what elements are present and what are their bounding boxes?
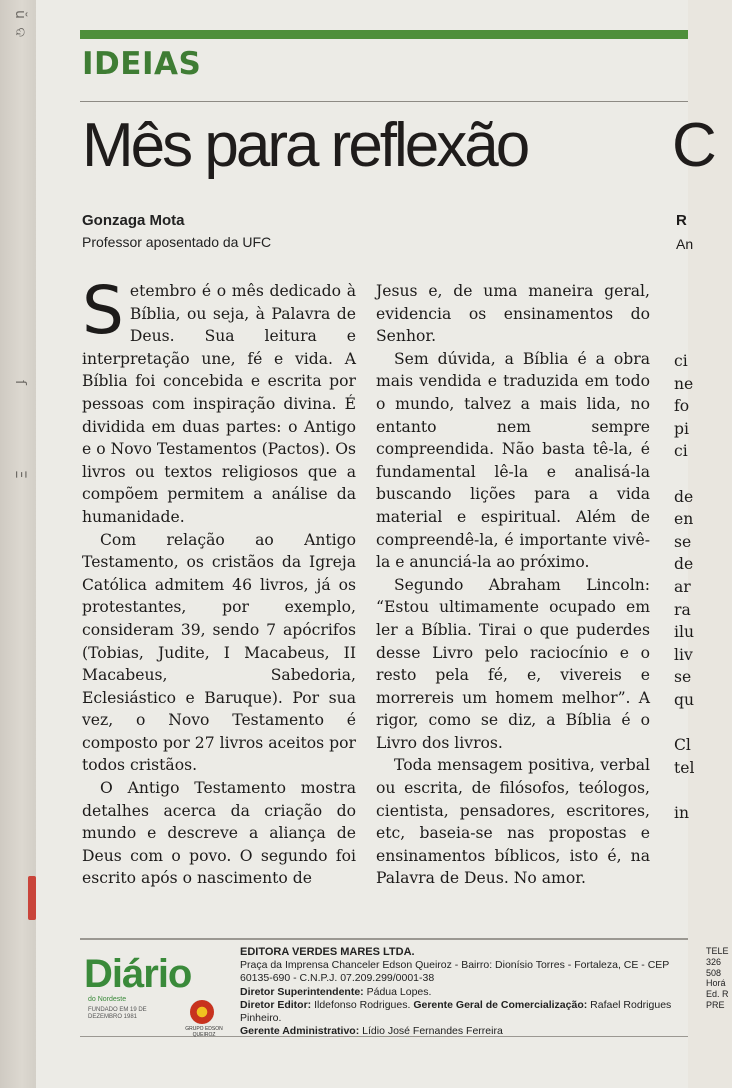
publisher-name: EDITORA VERDES MARES LTDA. bbox=[240, 946, 415, 958]
masthead-right-line: Ed. R bbox=[706, 989, 729, 1000]
adjacent-line-fragment: ci bbox=[674, 352, 688, 370]
adjacent-line-fragment: pi bbox=[674, 419, 689, 438]
superintendent-line: Diretor Superintendente: Pádua Lopes. bbox=[240, 985, 432, 998]
adjacent-line-fragment: se bbox=[674, 532, 692, 551]
adjacent-line-fragment: ar bbox=[674, 577, 691, 596]
article-column-2 bbox=[376, 280, 650, 890]
adjacent-line-fragment: tel bbox=[674, 758, 695, 777]
editor-line: Diretor Editor: Ildefonso Rodrigues. Gerente Geral de Comercialização: Rafael Rodrigues Pinheiro. bbox=[240, 998, 672, 1025]
section-color-bar bbox=[80, 30, 688, 39]
paragraph-6: Toda mensagem positiva, verbal ou escrita, de filósofos, teólogos, cientista, pensadores, escritores, etc, baseia-se nas propostas e ensinamentos bíblicos, isto é, na Palavra de Deus. No amor. bbox=[376, 756, 650, 888]
adjacent-line-fragment: en bbox=[674, 510, 694, 529]
adjacent-line-fragment: Cl bbox=[674, 736, 691, 755]
adjacent-headline-fragment: C bbox=[672, 111, 717, 180]
masthead-right-line: Horá bbox=[706, 978, 726, 989]
drop-cap: S bbox=[82, 272, 124, 349]
article-headline: Mês para reflexão bbox=[82, 111, 528, 180]
adjacent-line-fragment: ra bbox=[674, 600, 691, 619]
adjacent-line-fragment: de bbox=[674, 487, 694, 506]
paragraph-3-continued: Jesus e, de uma maneira geral, evidencia os ensinamentos do Senhor. bbox=[376, 282, 650, 346]
masthead-right-line: TELE bbox=[706, 946, 729, 956]
section-label: IDEIAS bbox=[82, 46, 202, 82]
masthead-info bbox=[240, 946, 680, 1038]
adjacent-line-fragment: in bbox=[674, 803, 690, 822]
adjacent-line-fragment bbox=[674, 463, 694, 486]
adjacent-line-fragment: ci bbox=[674, 442, 688, 461]
adjacent-line-fragment: de bbox=[674, 555, 694, 574]
adjacent-line-fragment: ilu bbox=[674, 623, 695, 642]
adjacent-article-column-fragment bbox=[674, 350, 694, 824]
logo-founded-note: FUNDADO EM 19 DE DEZEMBRO 1981 bbox=[88, 1007, 147, 1020]
paragraph-5: Segundo Abraham Lincoln: “Estou ultimamente ocupado em ler a Bíblia. Tirai o que puderdes desse Livro pelo raciocínio e o resto pela fé, e, vivereis e morrereis um homem melhor”. A rigor, como se diz, a Bíblia é o Livro dos livros. bbox=[376, 575, 650, 752]
author-name: Gonzaga Mota bbox=[82, 212, 185, 229]
adjacent-line-fragment bbox=[674, 779, 694, 802]
masthead-right-line: PRE bbox=[706, 999, 725, 1010]
newspaper-page bbox=[36, 0, 729, 1088]
seal-caption: GRUPO EDSON QUEIROZ bbox=[185, 1026, 223, 1038]
paragraph-1: Setembro é o mês dedicado à Bíblia, ou seja, à Palavra de Deus. Sua leitura e interpretação une, fé e vida. A Bíblia foi concebida e escrita por pessoas com inspiração divina. É dividida em duas partes: o Antigo e o Novo Testamentos (Pactos). Os livros ou textos religiosos que a compõem permitem a análise da humanidade. bbox=[82, 272, 356, 526]
group-seal-icon bbox=[190, 1000, 214, 1024]
adjacent-line-fragment: fo bbox=[674, 397, 690, 416]
section-divider bbox=[80, 101, 688, 102]
masthead bbox=[80, 940, 729, 1038]
admin-line: Gerente Administrativo: Lídio José Fernandes Ferreira bbox=[240, 1025, 503, 1038]
paragraph-2: Com relação ao Antigo Testamento, os cristãos da Igreja Católica admitem 46 livros, já os protestantes, por exemplo, consideram 39, sendo 7 apócrifos (Tobias, Judite, I Macabeus, II Macabeus, Sabedoria, Eclesiástico e Baruque). Por sua vez, o Novo Testamento é composto por 27 livros aceitos por todos cristãos. bbox=[82, 530, 356, 775]
adjacent-line-fragment bbox=[674, 712, 694, 735]
paragraph-3: O Antigo Testamento mostra detalhes acerca da criação do mundo e descreve a aliança de Deus com o povo. O segundo foi escrito após o nascimento de bbox=[82, 779, 356, 888]
author-role: Professor aposentado da UFC bbox=[82, 234, 272, 250]
logo-subtitle: do Nordeste bbox=[88, 996, 127, 1003]
adjacent-line-fragment: liv bbox=[674, 645, 693, 664]
adjacent-byline-name: R bbox=[676, 212, 687, 229]
masthead-right-fragment bbox=[706, 946, 732, 1011]
adjacent-line-fragment: qu bbox=[674, 690, 695, 709]
newspaper-logo bbox=[80, 950, 230, 1038]
adjacent-page-strip: ŭ ଦ ſ Ξ bbox=[0, 0, 37, 1088]
adjacent-byline-role: An bbox=[676, 236, 694, 252]
article-column-1 bbox=[82, 272, 356, 890]
logo-wordmark: Diário bbox=[84, 952, 192, 996]
masthead-right-line: 326 bbox=[706, 956, 722, 967]
adjacent-line-fragment: ne bbox=[674, 374, 694, 393]
paragraph-4: Sem dúvida, a Bíblia é a obra mais vendida e traduzida em todo o mundo, talvez a mais lida, no entanto nem sempre compreendida. Não basta tê-la, é fundamental lê-la e analisá-la buscando lições para a vida material e espiritual. Além de compreendê-la, é importante vivê-la e anunciá-la ao próximo. bbox=[376, 349, 650, 572]
adjacent-line-fragment: se bbox=[674, 668, 692, 687]
masthead-right-line: 508 bbox=[706, 967, 722, 978]
publisher-address: Praça da Imprensa Chanceler Edson Queiroz - Bairro: Dionísio Torres - Fortaleza, CE - CEP 60135-690 - C.N.P.J. 07.209.299/0001-38 bbox=[240, 959, 670, 985]
